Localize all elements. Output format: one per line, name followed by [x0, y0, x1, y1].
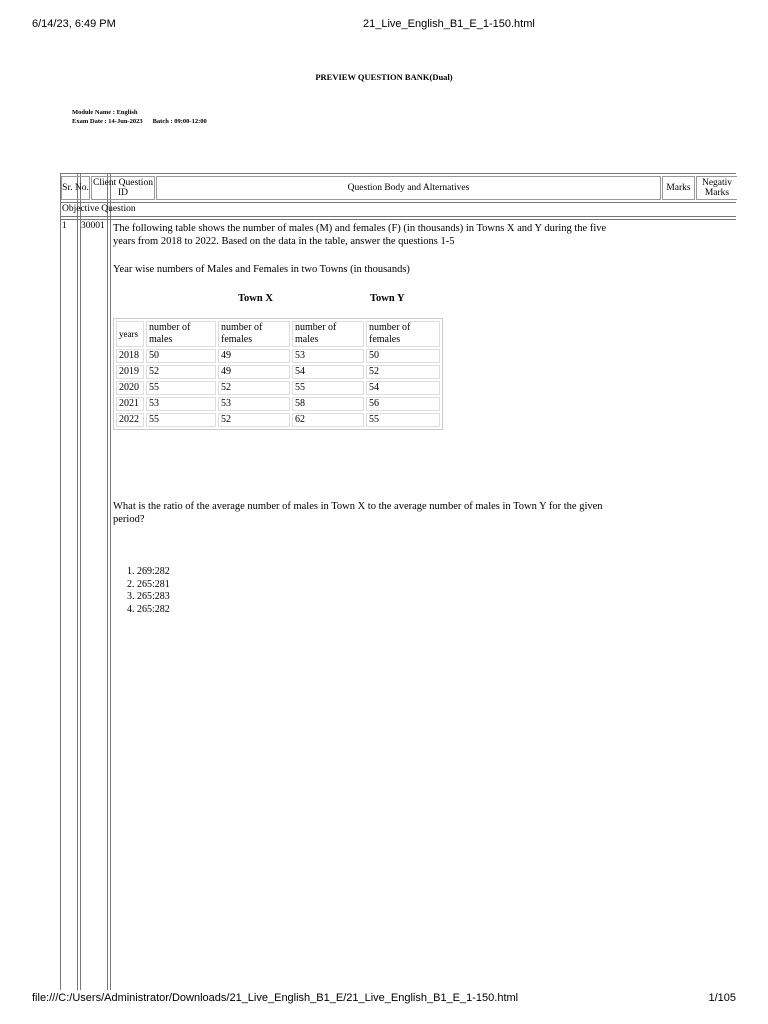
answer-options — [113, 566, 170, 616]
header-y-females: number of females — [366, 321, 440, 347]
cell-year: 2019 — [116, 365, 144, 379]
cell-y-females: 56 — [366, 397, 440, 411]
town-x-heading: Town X — [238, 293, 273, 304]
page-indicator: 1/105 — [708, 992, 736, 1004]
module-name: Module Name : English — [72, 109, 138, 116]
header-negative-marks: Negativ Marks — [696, 176, 737, 200]
browser-timestamp: 6/14/23, 6:49 PM — [32, 18, 116, 30]
cell-x-females: 52 — [218, 413, 290, 427]
table-row — [116, 365, 440, 379]
cell-year: 2022 — [116, 413, 144, 427]
document-title: 21_Live_English_B1_E_1-150.html — [363, 18, 535, 30]
cell-x-males: 55 — [146, 413, 216, 427]
table-border-top — [60, 173, 736, 174]
cell-year: 2021 — [116, 397, 144, 411]
cell-y-females: 55 — [366, 413, 440, 427]
table-row — [116, 381, 440, 395]
option-1: 1. 269:282 — [137, 566, 170, 579]
cell-x-males: 50 — [146, 349, 216, 363]
exam-date-line — [72, 117, 207, 126]
cell-x-females: 53 — [218, 397, 290, 411]
cell-x-females: 52 — [218, 381, 290, 395]
table-row — [116, 349, 440, 363]
data-table-header-row — [116, 321, 440, 347]
table-caption: Year wise numbers of Males and Females in two Towns (in thousands) — [113, 264, 410, 275]
cell-year: 2020 — [116, 381, 144, 395]
file-path: file:///C:/Users/Administrator/Downloads/21_Live_English_B1_E/21_Live_English_B1_E_1-150.html — [32, 992, 519, 1004]
cell-y-males: 58 — [292, 397, 364, 411]
cell-y-females: 50 — [366, 349, 440, 363]
row-divider — [60, 202, 736, 203]
row-divider — [60, 216, 736, 217]
cell-y-females: 54 — [366, 381, 440, 395]
section-label: Objective Question — [62, 204, 136, 214]
exam-date: Exam Date : 14-Jun-2023 — [72, 118, 143, 125]
option-4: 4. 265:282 — [137, 604, 170, 617]
column-divider — [110, 173, 111, 990]
question-text: What is the ratio of the average number of males in Town X to the average number of males in Town Y for the given period? — [113, 501, 603, 525]
option-2: 2. 265:281 — [137, 579, 170, 592]
cell-y-males: 53 — [292, 349, 364, 363]
header-years: years — [116, 321, 144, 347]
page-title: PREVIEW QUESTION BANK(Dual) — [315, 72, 453, 82]
cell-x-females: 49 — [218, 365, 290, 379]
header-sr-no: Sr. No. — [61, 176, 90, 200]
exam-meta — [72, 108, 207, 126]
client-question-id: 30001 — [81, 221, 105, 231]
header-x-males: number of males — [146, 321, 216, 347]
header-client-question-id: Client Question ID — [91, 176, 155, 200]
header-question-body: Question Body and Alternatives — [156, 176, 661, 200]
cell-y-males: 55 — [292, 381, 364, 395]
table-border-left — [60, 173, 61, 990]
option-3: 3. 265:283 — [137, 591, 170, 604]
cell-y-males: 54 — [292, 365, 364, 379]
cell-y-males: 62 — [292, 413, 364, 427]
cell-y-females: 52 — [366, 365, 440, 379]
question-sr-no: 1 — [62, 221, 67, 231]
data-table — [113, 318, 443, 430]
row-divider — [60, 219, 736, 220]
cell-x-males: 53 — [146, 397, 216, 411]
header-y-males: number of males — [292, 321, 364, 347]
cell-x-females: 49 — [218, 349, 290, 363]
column-divider — [107, 173, 108, 990]
cell-x-males: 55 — [146, 381, 216, 395]
column-divider — [77, 173, 78, 990]
question-intro: The following table shows the number of males (M) and females (F) (in thousands) in Towns X and Y during the five years from 2018 to 2022. Based on the data in the table, answer the questions 1-5 — [113, 223, 607, 247]
table-row — [116, 413, 440, 427]
town-y-heading: Town Y — [370, 293, 405, 304]
cell-x-males: 52 — [146, 365, 216, 379]
table-row — [116, 397, 440, 411]
cell-year: 2018 — [116, 349, 144, 363]
header-marks: Marks — [662, 176, 695, 200]
question-body — [113, 222, 613, 615]
batch: Batch : 09:00-12:00 — [152, 118, 207, 125]
header-x-females: number of females — [218, 321, 290, 347]
column-divider — [80, 173, 81, 990]
